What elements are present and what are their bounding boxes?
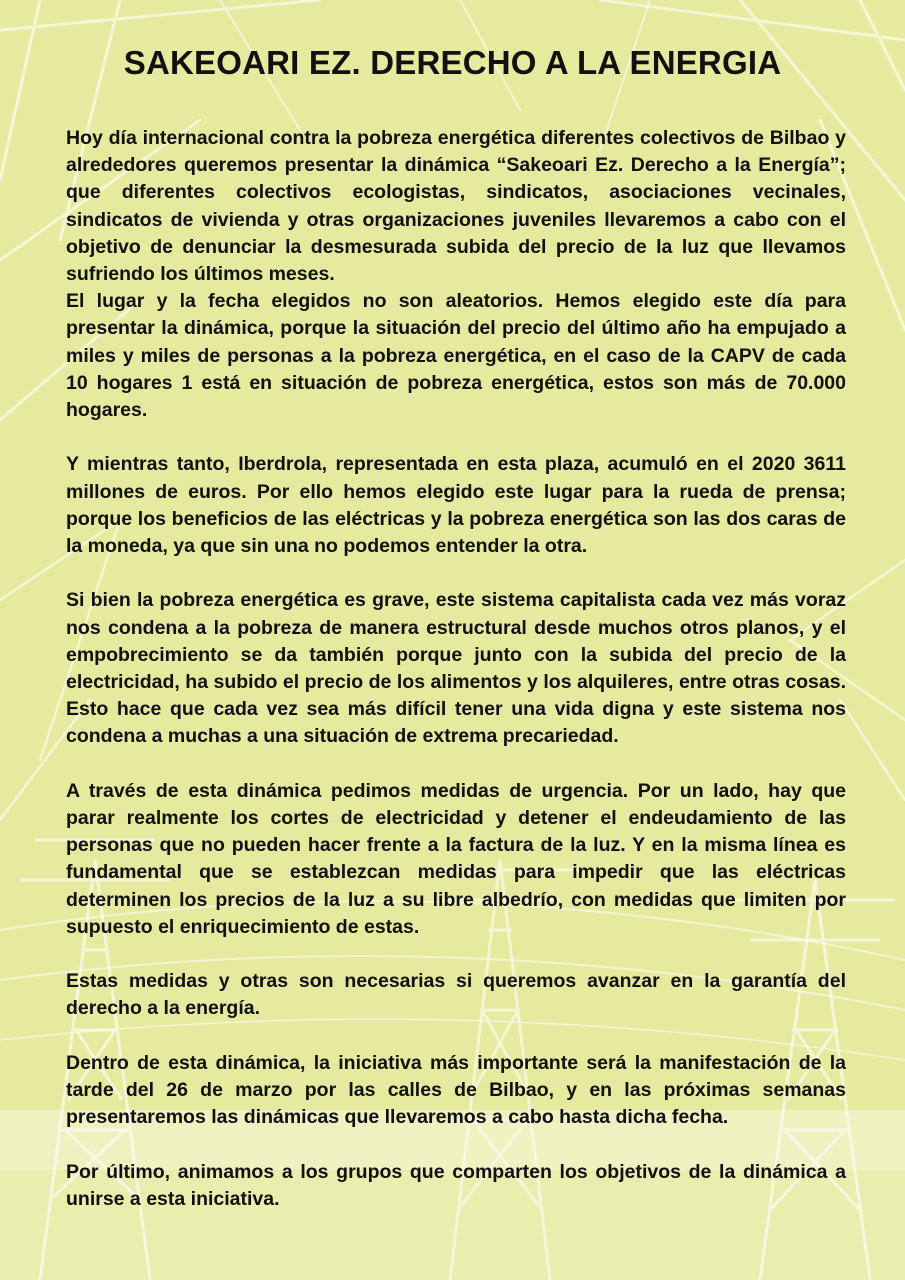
paragraph-3: Y mientras tanto, Iberdrola, representada en esta plaza, acumuló en el 2020 3611 millones de euros. Por ello hemos elegido este lugar para la rueda de prensa; porque los beneficios de las eléctricas y la pobreza energética son las dos caras de la moneda, ya que sin una no podemos entender la otra. <box>66 453 846 558</box>
paragraph-8: Por último, animamos a los grupos que comparten los objetivos de la dinámica a unirse a esta iniciativa. <box>66 1160 846 1210</box>
paragraph-4: Si bien la pobreza energética es grave, este sistema capitalista cada vez más voraz nos condena a la pobreza de manera estructural desde muchos otros planos, y el empobrecimiento se da también porque junto con la subida del precio de la electricidad, ha subido el precio de los alimentos y los alquileres, entre otras cosas. Esto hace que cada vez sea más difícil tener una vida digna y este sistema nos condena a muchas a una situación de extrema precariedad. <box>66 589 846 748</box>
paragraph-5: A través de esta dinámica pedimos medidas de urgencia. Por un lado, hay que parar realmente los cortes de electricidad y detener el endeudamiento de las personas que no pueden hacer frente a la factura de la luz. Y en la misma línea es fundamental que se establezcan medidas para impedir que las eléctricas determinen los precios de la luz a su libre albedrío, con medidas que limiten por supuesto el enriquecimiento de estas. <box>66 779 846 938</box>
paragraph-2: El lugar y la fecha elegidos no son aleatorios. Hemos elegido este día para presentar la dinámica, porque la situación del precio del último año ha empujado a miles y miles de personas a la pobreza energética, en el caso de la CAPV de cada 10 hogares 1 está en situación de pobreza energética, estos son más de 70.000 hogares. <box>66 290 846 422</box>
paragraph-6: Estas medidas y otras son necesarias si queremos avanzar en la garantía del derecho a la energía. <box>66 970 846 1020</box>
document-body <box>66 125 846 1213</box>
paragraph-1: Hoy día internacional contra la pobreza energética diferentes colectivos de Bilbao y alrededores queremos presentar la dinámica “Sakeoari Ez. Derecho a la Energía”; que diferentes colectivos ecologistas, sindicatos, asociaciones vecinales, sindicatos de vivienda y otras organizaciones juveniles llevaremos a cabo con el objetivo de denunciar la desmesurada subida del precio de la luz que llevamos sufriendo los últimos meses. <box>66 127 846 286</box>
paragraph-7: Dentro de esta dinámica, la iniciativa más importante será la manifestación de la tarde del 26 de marzo por las calles de Bilbao, y en las próximas semanas presentaremos las dinámicas que llevaremos a cabo hasta dicha fecha. <box>66 1051 846 1129</box>
document-title: SAKEOARI EZ. DERECHO A LA ENERGIA <box>123 44 782 81</box>
